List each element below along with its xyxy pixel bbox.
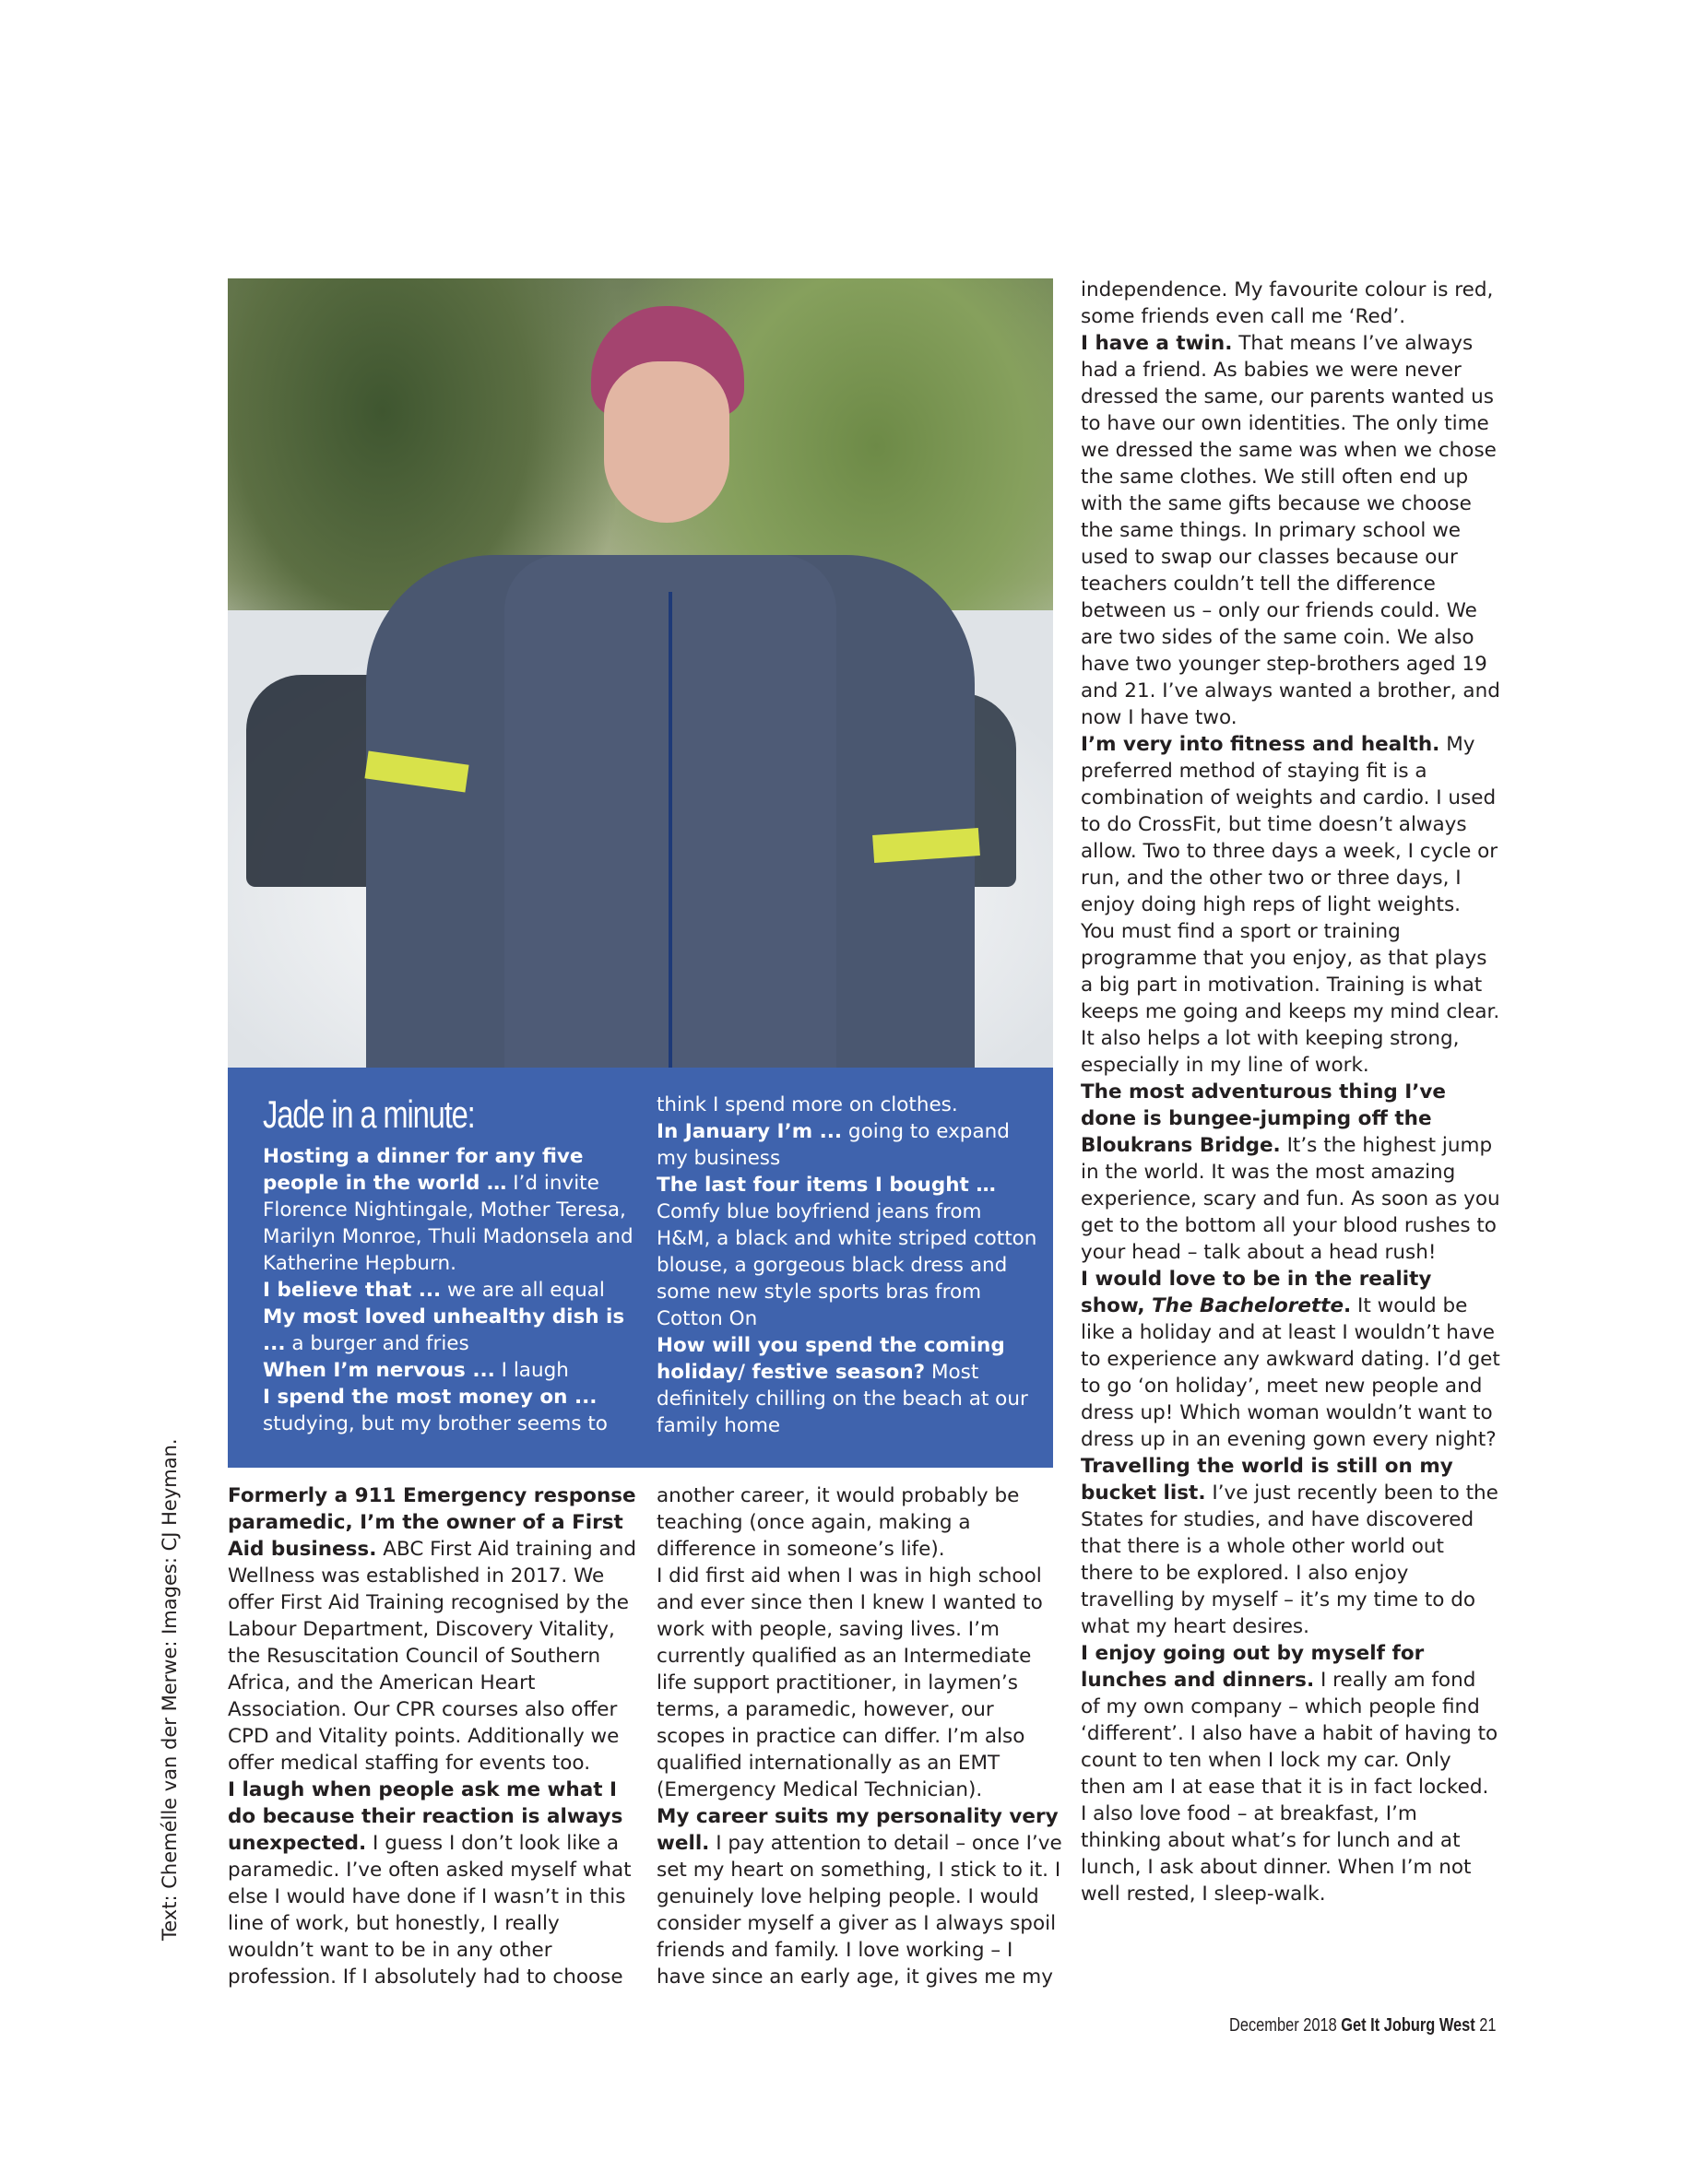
qa-answer: Comfy blue boyfriend jeans from H&M, a black and white striped cotton blouse, a gorgeous black dress and some new style sports bras from Cotton On: [657, 1200, 1037, 1330]
qa-answer: Most definitely chilling on the beach at our family home: [657, 1361, 1028, 1437]
article-column-2: [657, 1482, 1067, 1990]
qa-answer: a burger and fries: [285, 1332, 469, 1355]
paragraph-body: I did first aid when I was in high school and ever since then I knew I wanted to work with people, saving lives. I’m currently qualified as an Intermediate life support practitioner, in laymen’s terms, a paramedic, however, our scopes in practice can differ. I’m also qualified internationally as an EMT (Emergency Medical Technician).: [657, 1564, 1043, 1801]
qa-question: My most loved unhealthy dish is ...: [263, 1305, 625, 1355]
qa-item: [263, 1384, 645, 1437]
jumpsuit-zip: [669, 592, 672, 1068]
article-paragraph: [1081, 1640, 1500, 1907]
article-column-1: [228, 1482, 638, 1990]
qa-answer: think I spend more on clothes.: [657, 1093, 958, 1116]
qa-item: [263, 1304, 645, 1357]
portrait-photo: [228, 278, 1053, 1068]
qa-answer: I laugh: [494, 1359, 569, 1382]
paragraph-body: I pay attention to detail – once I’ve set my heart on something, I stick to it. I genuinely love helping people. I would consider myself a giver as I always spoil friends and family. I love working – I have since an early age, it gives me my: [657, 1832, 1062, 1989]
qa-item: [263, 1143, 645, 1277]
paragraph-body: My preferred method of staying fit is a combination of weights and cardio. I used to do CrossFit, but time doesn’t always allow. Two to three days a week, I cycle or run, and the other two or three days, I enjoy doing high reps of light weights. You must find a sport or training programme that you enjoy, as that plays a big part in motivation. Training is what keeps me going and keeps my mind clear. It also helps a lot with keeping strong, especially in my line of work.: [1081, 733, 1500, 1077]
paragraph-lead: Travelling the world is still on my bucket list.: [1081, 1455, 1453, 1505]
paragraph-body: I’ve just recently been to the States for studies, and have discovered that there is a whole other world out there to be explored. I also enjoy travelling by myself – it’s my time to do what my heart desires.: [1081, 1482, 1498, 1638]
qa-question: How will you spend the coming holiday/ festive season?: [657, 1334, 1005, 1384]
footer-date: December 2018: [1229, 2015, 1337, 2036]
lead-text: I would love to be in the reality show,: [1081, 1268, 1432, 1317]
paragraph-body: I guess I don’t look like a paramedic. I’ve often asked myself what else I would have done if I wasn’t in this line of work, but honestly, I really wouldn’t want to be in any other profession. If I absolutely had to choose: [228, 1832, 632, 1989]
qa-item: [657, 1118, 1039, 1172]
jade-in-a-minute-box: [228, 1068, 1053, 1468]
qa-question: I believe that ...: [263, 1279, 442, 1302]
article-column-3: [1081, 277, 1500, 1907]
article-paragraph: [228, 1482, 638, 1777]
paragraph-body: It’s the highest jump in the world. It was the most amazing experience, scary and fun. As soon as you get to the bottom all your blood rushes to your head – talk about a head rush!: [1081, 1134, 1500, 1264]
qa-question: The last four items I bought …: [657, 1174, 996, 1197]
paragraph-lead: The most adventurous thing I’ve done is bungee-jumping off the Bloukrans Bridge.: [1081, 1080, 1447, 1157]
paragraph-body: That means I’ve always had a friend. As babies we were never dressed the same, our parents wanted us to have our own identities. The only time we dressed the same was when we chose the same clothes. We still often end up with the same gifts because we choose the same things. In primary school we used to swap our classes because our teachers couldn’t tell the difference between us – only our friends could. We are two sides of the same coin. We also have two younger step-brothers aged 19 and 21. I’ve always wanted a brother, and now I have two.: [1081, 332, 1500, 729]
footer-publication: Get It Joburg West: [1341, 2015, 1475, 2036]
paragraph-lead: My career suits my personality very well.: [657, 1805, 1059, 1855]
qa-question: Hosting a dinner for any five people in the world …: [263, 1145, 584, 1195]
qa-item: [263, 1277, 645, 1304]
article-paragraph: [657, 1803, 1067, 1990]
page-number: 21: [1479, 2015, 1497, 2036]
sidebar-column-2: [657, 1092, 1039, 1439]
qa-item: [657, 1332, 1039, 1439]
article-paragraph: [657, 1482, 1067, 1563]
qa-answer: we are all equal: [441, 1279, 605, 1302]
qa-item: [657, 1092, 1039, 1118]
paragraph-lead: I laugh when people ask me what I do because their reaction is always unexpected.: [228, 1778, 623, 1855]
paragraph-lead: I enjoy going out by myself for lunches and dinners.: [1081, 1642, 1425, 1692]
paragraph-body: another career, it would probably be teaching (once again, making a difference in someone’s life).: [657, 1484, 1020, 1561]
qa-question: I spend the most money on ...: [263, 1386, 598, 1409]
article-paragraph: [1081, 1266, 1500, 1453]
paragraph-lead: I’m very into fitness and health.: [1081, 733, 1440, 756]
qa-answer: going to expand my business: [657, 1120, 1010, 1170]
show-title: The Bachelorette: [1152, 1294, 1344, 1317]
article-paragraph: [1081, 1079, 1500, 1266]
qa-answer: studying, but my brother seems to: [263, 1412, 608, 1435]
article-paragraph: [1081, 330, 1500, 731]
paragraph-body: I really am fond of my own company – which people find ‘different’. I also have a habit of having to count to ten when I lock my car. Only then am I at ease that it is in fact locked. I also love food – at breakfast, I’m thinking about what’s for lunch and at lunch, I ask about dinner. When I’m not well rested, I sleep-walk.: [1081, 1669, 1498, 1906]
paragraph-body: It would be like a holiday and at least I wouldn’t have to experience any awkward dating. I’d get to go ‘on holiday’, meet new people and dress up! Which woman wouldn’t want to dress up in an evening gown every night?: [1081, 1294, 1500, 1451]
lead-end: .: [1344, 1294, 1352, 1317]
qa-answer: I’d invite Florence Nightingale, Mother Teresa, Marilyn Monroe, Thuli Madonsela and Katherine Hepburn.: [263, 1172, 633, 1275]
paragraph-lead: Formerly a 911 Emergency response paramedic, I’m the owner of a First Aid business.: [228, 1484, 636, 1561]
subject-face: [604, 361, 729, 523]
qa-question: In January I’m ...: [657, 1120, 843, 1143]
paragraph-lead: I have a twin.: [1081, 332, 1233, 355]
paragraph-body: ABC First Aid training and Wellness was established in 2017. We offer First Aid Training recognised by the Labour Department, Discovery Vitality, the Resuscitation Council of Southern Africa, and the American Heart Association. Our CPR courses also offer CPD and Vitality points. Additionally we offer medical staffing for events too.: [228, 1538, 636, 1775]
qa-item: [657, 1172, 1039, 1332]
article-paragraph: [1081, 731, 1500, 1079]
article-paragraph: [1081, 277, 1500, 330]
qa-item: [263, 1357, 645, 1384]
sidebar-heading: Jade in a minute:: [263, 1092, 475, 1136]
page-footer: [1229, 2015, 1497, 2036]
paragraph-body: independence. My favourite colour is red, some friends even call me ‘Red’.: [1081, 278, 1494, 328]
article-paragraph: [657, 1563, 1067, 1803]
article-paragraph: [228, 1777, 638, 1990]
sidebar-column-1: [263, 1068, 645, 1437]
photo-text-credit: Text: Chemélle van der Merwe: Images: CJ Heyman.: [159, 1438, 181, 1941]
qa-question: When I’m nervous ...: [263, 1359, 495, 1382]
article-paragraph: [1081, 1453, 1500, 1640]
